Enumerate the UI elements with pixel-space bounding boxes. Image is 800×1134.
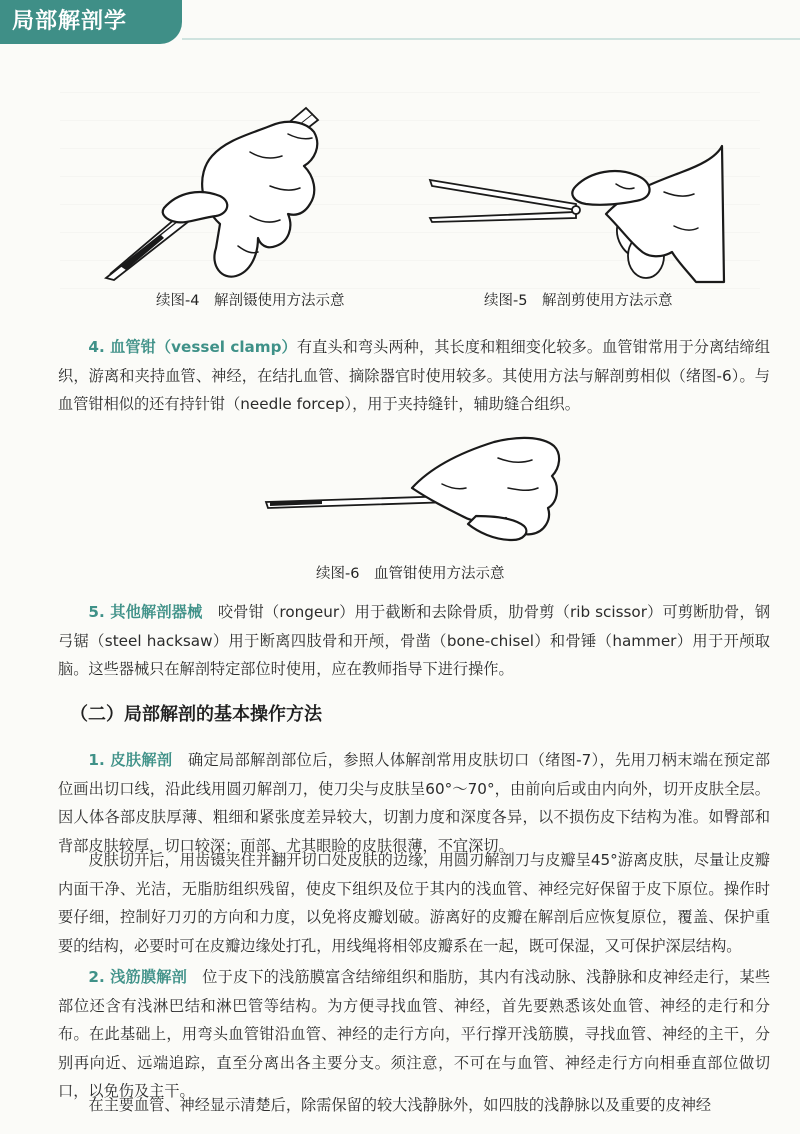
- superficial-fascia-text: 位于皮下的浅筋膜富含结缔组织和脂肪，其内有浅动脉、浅静脉和皮神经走行，某些部位还含有浅淋巴结和淋巴管等结构。为方便寻找血管、神经，首先要熟悉该处血管、神经的走行和分布。在此基础上，用弯头血管钳沿血管、神经的走行方向，平行撑开浅筋膜，寻找血管、神经的主干，分别再向近、远端追踪，直至分离出各主要分支。须注意，不可在与血管、神经走行方向相垂直部位做切口，以免伤及主干。: [58, 968, 771, 1101]
- paragraph-skin-flap: 皮肤切开后，用齿镊夹住并翻开切口处皮肤的边缘，用圆刃解剖刀与皮瓣呈45°游离皮肤，尽量让皮瓣内面干净、光洁，无脂肪组织残留，使皮下组织及位于其内的浅血管、神经完好保留于皮下原位。操作时要仔细，控制好刀刃的方向和力度，以免将皮瓣划破。游离好的皮瓣在解剖后应恢复原位，覆盖、保护重要的结构，必要时可在皮瓣边缘处打孔，用线绳将相邻皮瓣系在一起，既可保湿，又可保护深层结构。: [58, 851, 770, 955]
- scissors-hand-illustration: [426, 122, 726, 284]
- paragraph-superficial-fascia: [58, 963, 770, 1106]
- superficial-fascia-heading: 2. 浅筋膜解剖: [88, 968, 187, 986]
- forceps-hand-illustration: [100, 96, 340, 284]
- paragraph-vessels-shown: 在主要血管、神经显示清楚后，除需保留的较大浅静脉外，如四肢的浅静脉以及重要的皮神经: [88, 1096, 712, 1114]
- vessel-clamp-figure: [262, 428, 562, 552]
- skin-dissection-heading: 1. 皮肤解剖: [88, 751, 173, 769]
- figure-4-caption: 续图-4 解剖镊使用方法示意: [156, 293, 345, 309]
- other-instruments-text: 咬骨钳（rongeur）用于截断和去除骨质，肋骨剪（rib scissor）可剪断肋骨，钢弓锯（steel hacksaw）用于断离四肢骨和开颅，骨凿（bone-chisel）和骨锤（hammer）用于开颅取脑。这些器械只在解剖特定部位时使用，应在教师指导下进行操作。: [58, 603, 771, 679]
- figure-5-caption: 续图-5 解剖剪使用方法示意: [484, 293, 673, 309]
- vessel-clamp-text: 有直头和弯头两种，其长度和粗细变化较多。血管钳常用于分离结缔组织，游离和夹持血管、神经，在结扎血管、摘除器官时使用较多。其使用方法与解剖剪相似（绪图-6）。与血管钳相似的还有持针钳（needle forcep），用于夹持缝针，辅助缝合组织。: [58, 338, 770, 414]
- header-divider: [182, 38, 800, 40]
- vessel-clamp-hand-illustration: [262, 428, 562, 552]
- vessel-clamp-heading: 4. 血管钳（vessel clamp）: [88, 338, 297, 356]
- skin-dissection-text: 确定局部解剖部位后，参照人体解剖常用皮肤切口（绪图-7），先用刀柄末端在预定部位画出切口线，沿此线用圆刃解剖刀，使刀尖与皮肤呈60°～70°，由前向后或由内向外，切开皮肤全层。因人体各部皮肤厚薄、粗细和紧张度差异较大，切割力度和深度各异，以不损伤皮下结构为准。如臀部和背部皮肤较厚，切口较深；面部、尤其眼睑的皮肤很薄，不宜深切。: [58, 751, 771, 855]
- paragraph-skin-dissection: [58, 746, 770, 860]
- forceps-figure: [100, 96, 340, 284]
- paragraph-vessel-clamp: [58, 333, 770, 419]
- scissors-figure: [426, 122, 726, 284]
- header-title: 局部解剖学: [0, 0, 182, 44]
- other-instruments-heading: 5. 其他解剖器械: [88, 603, 203, 621]
- figure-6-caption: 续图-6 血管钳使用方法示意: [316, 566, 505, 582]
- section-title-basic-operations: （二）局部解剖的基本操作方法: [70, 704, 322, 725]
- paragraph-other-instruments: [58, 598, 770, 684]
